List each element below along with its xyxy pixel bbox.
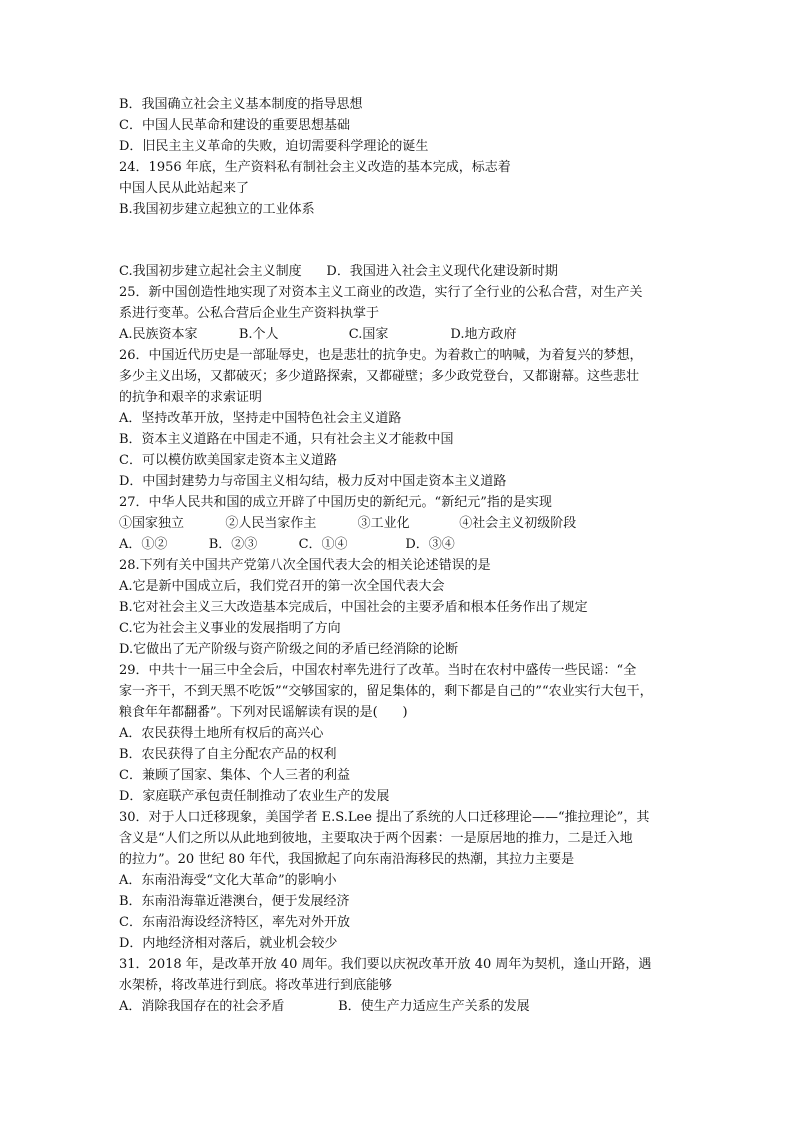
q28-option-d: D.它做出了无产阶级与资产阶级之间的矛盾已经消除的论断 [119, 642, 459, 657]
q29-stem-3: 粮食年年都翻番”。下列对民谣解读有误的是( ) [119, 705, 408, 720]
q30-stem-3: 的拉力”。20 世纪 80 年代，我国掀起了向东南沿海移民的热潮，其拉力主要是 [119, 852, 575, 867]
q30-option-b: B．东南沿海靠近港澳台，便于发展经济 [119, 894, 350, 909]
q24-option-b: B.我国初步建立起独立的工业体系 [119, 202, 315, 217]
q23-option-c: C．中国人民革命和建设的重要思想基础 [119, 118, 350, 133]
q26-stem-2: 多少主义出场，又都破灭；多少道路探索，又都碰壁；多少政党登台，又都谢幕。这些悲壮 [119, 369, 640, 384]
q31-options-ab: A．消除我国存在的社会矛盾 B．使生产力适应生产关系的发展 [119, 999, 530, 1014]
q24-stem: 24．1956 年底，生产资料私有制社会主义改造的基本完成，标志着 [119, 160, 511, 175]
q29-stem-2: 家一齐干，不到天黑不吃饭”“交够国家的，留足集体的，剩下都是自己的”“农业实行大包干， [119, 684, 653, 699]
q27-stem: 27．中华人民共和国的成立开辟了中国历史的新纪元。“新纪元”指的是实现 [119, 495, 552, 510]
q26-option-a: A．坚持改革开放，坚持走中国特色社会主义道路 [119, 411, 402, 426]
q30-option-d: D．内地经济相对落后，就业机会较少 [119, 936, 338, 951]
q25-stem-2: 系进行变革。公私合营后企业生产资料执掌于 [119, 306, 380, 321]
q26-stem-1: 26．中国近代历史是一部耻辱史，也是悲壮的抗争史。为着救亡的呐喊，为着复兴的梦想， [119, 348, 643, 363]
q29-stem-1: 29．中共十一届三中全会后，中国农村率先进行了改革。当时在农村中盛传一些民谣：“全 [119, 663, 637, 678]
q27-items: ①国家独立 ②人民当家作主 ③工业化 ④社会主义初级阶段 [119, 516, 577, 531]
q26-stem-3: 的抗争和艰辛的求索证明 [119, 390, 263, 405]
q26-option-d: D．中国封建势力与帝国主义相勾结，极力反对中国走资本主义道路 [119, 474, 507, 489]
q27-options: A．①② B．②③ C．①④ D．③④ [119, 537, 455, 552]
q23-option-d: D．旧民主主义革命的失败，迫切需要科学理论的诞生 [119, 139, 429, 154]
q24-options-cd: C.我国初步建立起社会主义制度 D．我国进入社会主义现代化建设新时期 [119, 264, 558, 279]
q29-option-c: C．兼顾了国家、集体、个人三者的利益 [119, 768, 350, 783]
q23-option-b: B．我国确立社会主义基本制度的指导思想 [119, 97, 363, 112]
q26-option-b: B．资本主义道路在中国走不通，只有社会主义才能救中国 [119, 432, 454, 447]
q31-stem-1: 31．2018 年，是改革开放 40 周年。我们要以庆祝改革开放 40 周年为契机，逢山开路，遇 [119, 957, 652, 972]
q30-stem-1: 30．对于人口迁移现象，美国学者 E.S.Lee 提出了系统的人口迁移理论——“推拉理论”，其 [119, 810, 650, 825]
q26-option-c: C．可以模仿欧美国家走资本主义道路 [119, 453, 337, 468]
q31-stem-2: 水架桥，将改革进行到底。将改革进行到底能够 [119, 978, 393, 993]
q28-option-a: A.它是新中国成立后，我们党召开的第一次全国代表大会 [119, 579, 445, 594]
q25-options: A.民族资本家 B.个人 C.国家 D.地方政府 [119, 327, 517, 342]
q25-stem-1: 25．新中国创造性地实现了对资本主义工商业的改造，实行了全行业的公私合营，对生产关 [119, 285, 643, 300]
q28-stem: 28.下列有关中国共产党第八次全国代表大会的相关论述错误的是 [119, 558, 491, 573]
q29-option-a: A．农民获得土地所有权后的高兴心 [119, 726, 324, 741]
q30-stem-2: 含义是“人们之所以从此地到彼地，主要取决于两个因素：一是原居地的推力，二是迁入地 [119, 831, 633, 846]
q28-option-b: B.它对社会主义三大改造基本完成后，中国社会的主要矛盾和根本任务作出了规定 [119, 600, 588, 615]
q28-option-c: C.它为社会主义事业的发展指明了方向 [119, 621, 341, 636]
q30-option-c: C．东南沿海设经济特区，率先对外开放 [119, 915, 350, 930]
q24-option-a: 中国人民从此站起来了 [119, 181, 250, 196]
q30-option-a: A．东南沿海受“文化大革命”的影响小 [119, 873, 337, 888]
q29-option-b: B．农民获得了自主分配农产品的权利 [119, 747, 337, 762]
q29-option-d: D．家庭联产承包责任制推动了农业生产的发展 [119, 789, 390, 804]
